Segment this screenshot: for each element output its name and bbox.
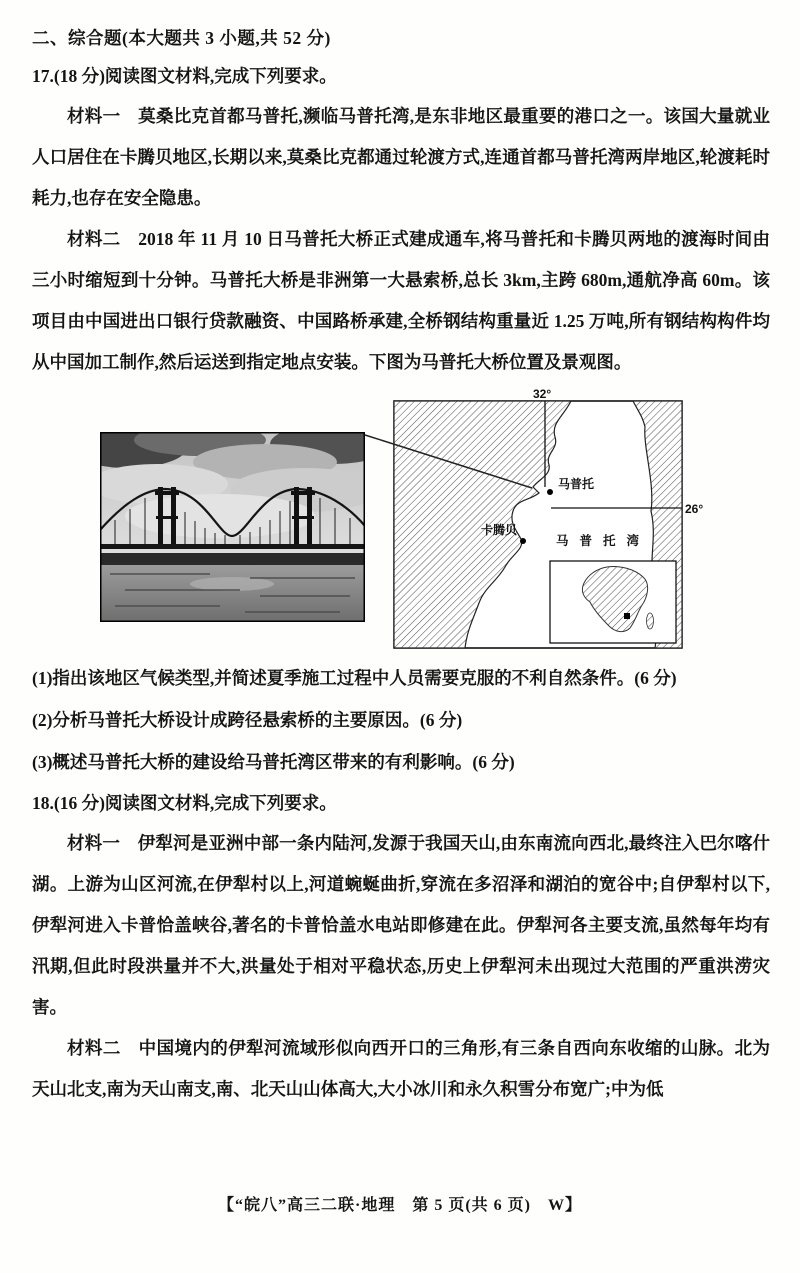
maputo-dot [547, 489, 553, 495]
q17-figure [32, 387, 770, 655]
q17-material-1: 材料一 莫桑比克首都马普托,濒临马普托湾,是东非地区最重要的港口之一。该国大量就业人口居住在卡腾贝地区,长期以来,莫桑比克都通过轮渡方式,连通首都马普托湾两岸地区,轮渡耗时耗力,也存在安全隐患。 [32, 106, 770, 208]
q17-sub-question-1: (1)指出该地区气候类型,并简述夏季施工过程中人员需要克服的不利自然条件。(6 分) [32, 668, 677, 688]
maputo-label: 马普托 [558, 477, 595, 491]
q18-material-1: 材料一 伊犁河是亚洲中部一条内陆河,发源于我国天山,由东南流向西北,最终注入巴尔喀什湖。上游为山区河流,在伊犁村以上,河道蜿蜒曲折,穿流在多沼泽和湖泊的宽谷中;自伊犁村以下,伊犁河进入卡普恰盖峡谷,著名的卡普恰盖水电站即修建在此。伊犁河各主要支流,虽然每年均有汛期,但此时段洪量并不大,洪量处于相对平稳状态,历史上伊犁河未出现过大范围的严重洪涝灾害。 [32, 833, 770, 1017]
africa-inset [550, 561, 676, 643]
q18-material-2: 材料二 中国境内的伊犁河流域形似向西开口的三角形,有三条自西向东收缩的山脉。北为天山北支,南为天山南支,南、北天山山体高大,大小冰川和永久积雪分布宽广;中为低 [32, 1038, 770, 1099]
page-footer: 【“皖八”高三二联·地理 第 5 页(共 6 页) W】 [218, 1197, 582, 1214]
section-title: 二、综合题(本大题共 3 小题,共 52 分) [32, 28, 331, 48]
bay-label: 马普托湾 [556, 534, 651, 548]
parallel-label: 26° [685, 502, 704, 516]
katembe-label: 卡腾贝 [481, 523, 518, 537]
inset-location-marker [624, 613, 630, 619]
bridge-deck [100, 544, 365, 549]
question-18-heading: 18.(16 分)阅读图文材料,完成下列要求。 [32, 793, 337, 813]
katembe-dot [520, 538, 526, 544]
bridge-photo [100, 432, 365, 622]
question-17-heading: 17.(18 分)阅读图文材料,完成下列要求。 [32, 66, 337, 86]
location-map [393, 387, 705, 649]
meridian-label: 32° [533, 387, 552, 401]
q17-material-2: 材料二 2018 年 11 月 10 日马普托大桥正式建成通车,将马普托和卡腾贝两地的渡海时间由三小时缩短到十分钟。马普托大桥是非洲第一大悬索桥,总长 3km,主跨 680m,通航净高 60m。该项目由中国进出口银行贷款融资、中国路桥承建,全桥钢结构重量近 1.25 万吨,所有钢结构构件均从中国加工制作,然后运送到指定地点安装。下图为马普托大桥位置及景观图。 [32, 229, 770, 372]
q17-sub-question-3: (3)概述马普托大桥的建设给马普托湾区带来的有利影响。(6 分) [32, 752, 515, 772]
q17-sub-question-2: (2)分析马普托大桥设计成跨径悬索桥的主要原因。(6 分) [32, 710, 463, 730]
